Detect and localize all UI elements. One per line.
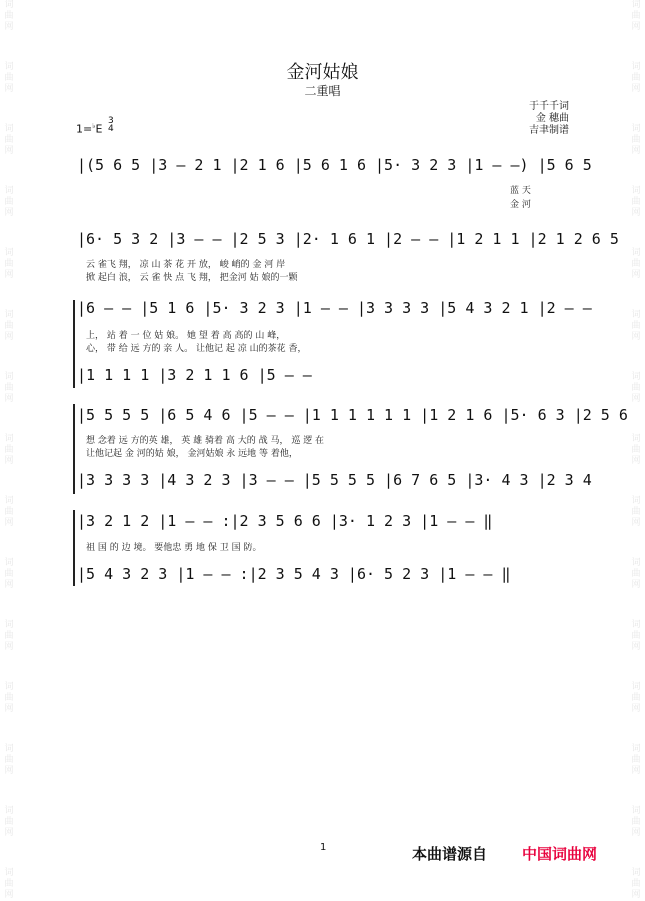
watermark: 词 曲 网 [631,434,641,466]
watermark: 词 曲 网 [4,620,14,652]
subtitle: 二重唱 [304,84,341,98]
lyric-line-2a: 云 雀飞 翔， 凉 山 茶 花 开 放， 峻 峭的 金 河 岸 [86,260,286,270]
watermark: 词 曲 网 [631,496,641,528]
watermark: 词 曲 网 [4,310,14,342]
lyric-line-4b: 让他记起 金 河的姑 娘， 金河姑娘 永 远地 等 着他， [86,449,298,459]
key-note: E [95,122,103,136]
watermark: 词 曲 网 [4,62,14,94]
watermark: 词 曲 网 [631,682,641,714]
system-bracket [73,404,75,494]
watermark: 词 曲 网 [631,186,641,218]
music-line-2: |6· 5 3 2 |3 — — |2 5 3 |2· 1 6 1 |2 — — |1 2 1 1 |2 1 2 6 5 [77,230,619,248]
watermark: 词 曲 网 [4,806,14,838]
flat-sign: ♭ [92,122,96,130]
watermark: 词 曲 网 [631,620,641,652]
watermark: 词 曲 网 [631,868,641,900]
music-line-5-lower: |5 4 3 2 3 |1 — — :|2 3 5 4 3 |6· 5 2 3 |1 — — ‖ [77,565,511,583]
watermark: 词 曲 网 [4,558,14,590]
watermark: 词 曲 网 [4,124,14,156]
watermark: 词 曲 网 [4,868,14,900]
music-line-1: |(5 6 5 |3 — 2 1 |2 1 6 |5 6 1 6 |5· 3 2 3 |1 — —) |5 6 5 [77,156,592,174]
key-signature [76,122,102,136]
page-number: 1 [320,842,327,853]
watermark: 词 曲 网 [631,744,641,776]
music-line-4: |5 5 5 5 |6 5 4 6 |5 — — |1 1 1 1 1 1 |1 2 1 6 |5· 6 3 |2 5 6 [77,406,628,424]
watermark: 词 曲 网 [631,0,641,32]
system-bracket [73,510,75,586]
lyric-line-3a: 上， 站 着 一 位 姑 娘。 她 望 着 高 高的 山 峰， [86,331,286,341]
watermark: 词 曲 网 [631,806,641,838]
composer-credit: 金 穗曲 [535,113,569,124]
lyricist-credit: 于千千词 [529,101,569,112]
watermark: 词 曲 网 [631,62,641,94]
watermark: 词 曲 网 [4,496,14,528]
lyric-line-2b: 掀 起白 浪， 云 雀 快 点 飞 翔， 把金河 姑 娘的一颗 [86,273,298,283]
transcriber-credit: 吉聿制谱 [529,125,569,136]
watermark: 词 曲 网 [631,124,641,156]
source-brand: 中国词曲网 [522,845,598,863]
watermark: 词 曲 网 [4,434,14,466]
source-label: 本曲谱源自 [412,845,488,863]
watermark: 词 曲 网 [4,186,14,218]
music-line-5: |3 2 1 2 |1 — — :|2 3 5 6 6 |3· 1 2 3 |1 — — ‖ [77,512,493,530]
key-prefix: 1= [76,122,93,136]
watermark: 词 曲 网 [4,0,14,32]
watermark: 词 曲 网 [631,372,641,404]
credits [529,101,569,137]
time-signature-bottom: 4 [108,124,114,134]
lyric-line-3b: 心， 带 给 远 方的 亲 人。 让他记 起 凉 山的茶花 香， [86,344,307,354]
watermark: 词 曲 网 [631,248,641,280]
time-signature-top: 3 [108,116,114,126]
lyric-line-5: 祖 国 的 边 境。 要他忠 勇 地 保 卫 国 防。 [86,543,262,553]
lyric-line-4a: 想 念着 远 方的英 雄， 英 雄 骑着 高 大的 战 马， 巡 逻 在 [86,436,325,446]
watermark: 词 曲 网 [631,310,641,342]
music-line-3: |6 — — |5 1 6 |5· 3 2 3 |1 — — |3 3 3 3 |5 4 3 2 1 |2 — — [77,299,592,317]
watermark: 词 曲 网 [4,744,14,776]
music-line-4-lower: |3 3 3 3 |4 3 2 3 |3 — — |5 5 5 5 |6 7 6 5 |3· 4 3 |2 3 4 [77,471,592,489]
watermark: 词 曲 网 [4,372,14,404]
watermark: 词 曲 网 [4,248,14,280]
page-title: 金河姑娘 [286,62,359,83]
lyric-line-1a: 蓝 天 [510,186,531,196]
system-bracket [73,300,75,388]
watermark: 词 曲 网 [631,558,641,590]
watermark: 词 曲 网 [4,682,14,714]
time-signature [108,117,114,133]
music-line-3-lower: |1 1 1 1 |3 2 1 1 6 |5 — — [77,366,312,384]
lyric-line-1b: 金 河 [510,200,531,210]
